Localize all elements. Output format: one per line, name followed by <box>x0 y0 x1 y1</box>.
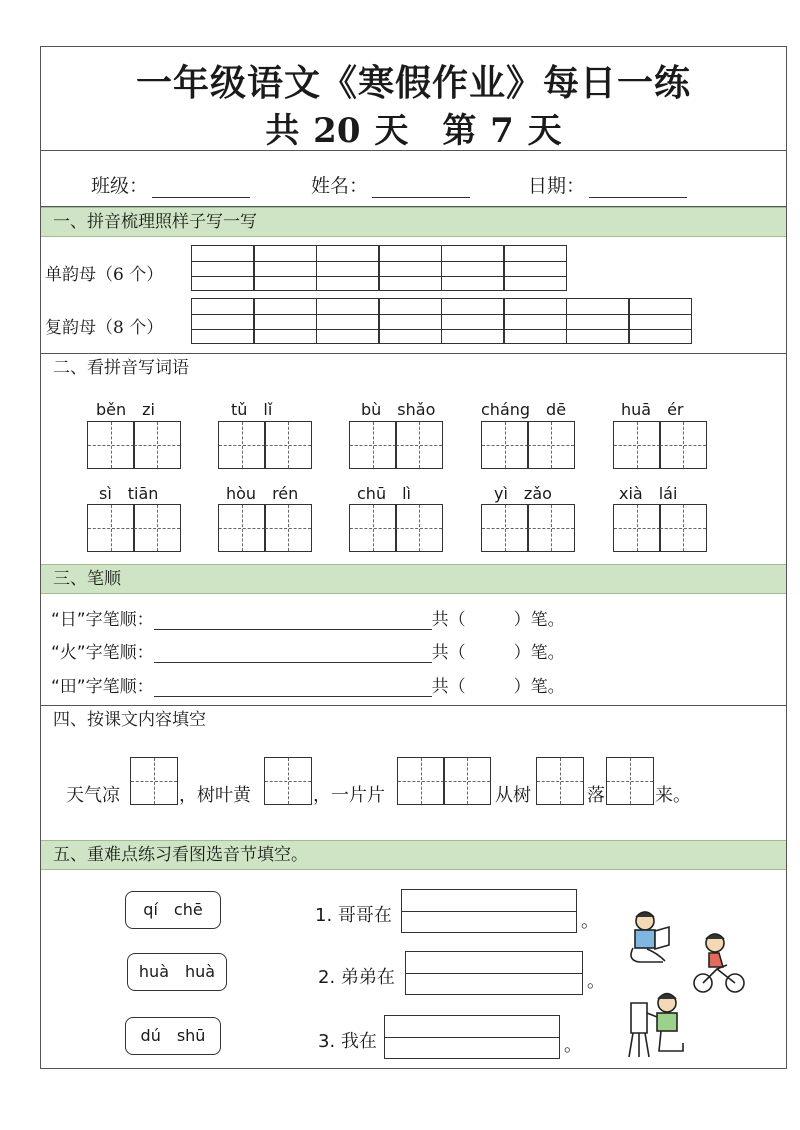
info-row <box>41 151 786 207</box>
fill-text: ，一片片 <box>313 785 385 806</box>
name-field[interactable] <box>311 171 470 198</box>
date-field[interactable] <box>528 171 687 198</box>
section4-heading: 四、按课文内容填空 <box>41 705 786 735</box>
stroke-char-label: “日”字笔顺： <box>51 610 154 630</box>
name-label: 姓名： <box>311 175 369 197</box>
stroke-char-label: “田”字笔顺： <box>51 677 154 697</box>
grid-cell[interactable] <box>253 245 317 291</box>
grid-cell[interactable] <box>316 298 380 344</box>
tianzige-cell[interactable] <box>133 504 181 552</box>
tianzige-cell[interactable] <box>130 757 178 805</box>
grid-cell[interactable] <box>503 245 567 291</box>
grid-cell[interactable] <box>503 298 567 344</box>
tianzige-cell[interactable] <box>606 757 654 805</box>
tianzige-cell[interactable] <box>349 504 397 552</box>
tianzige-cell[interactable] <box>659 504 707 552</box>
tianzige-pair[interactable] <box>350 421 443 469</box>
stroke-count-prefix: 共（ <box>431 677 466 697</box>
compound-vowel-label: 复韵母（8 个） <box>45 318 164 338</box>
class-label: 班级： <box>91 175 149 197</box>
pinyin-label: bù shǎo <box>361 400 436 419</box>
tianzige-cell[interactable] <box>87 504 135 552</box>
fill-text: 天气凉 <box>66 785 120 806</box>
tianzige-cell[interactable] <box>613 421 661 469</box>
class-field[interactable] <box>91 171 250 198</box>
stroke-blank[interactable] <box>154 612 432 630</box>
question-text: 1. 哥哥在 <box>315 905 392 926</box>
fill-text: ，树叶黄 <box>179 785 251 806</box>
tianzige-cell[interactable] <box>264 757 312 805</box>
title-block <box>41 47 786 151</box>
tianzige-pair[interactable] <box>614 421 707 469</box>
section1-heading: 一、拼音梳理照样子写一写 <box>41 207 786 237</box>
question-text: 2. 弟弟在 <box>318 967 395 988</box>
stroke-count-suffix: ）笔。 <box>513 677 565 697</box>
tianzige-pair[interactable] <box>88 504 181 552</box>
pinyin-option[interactable]: dú shū <box>125 1017 221 1055</box>
period: 。 <box>587 971 605 992</box>
stroke-row <box>51 638 565 663</box>
stroke-count-prefix: 共（ <box>431 643 466 663</box>
tianzige-pair[interactable] <box>614 504 707 552</box>
tianzige-cell[interactable] <box>659 421 707 469</box>
pinyin-option[interactable]: qí chē <box>125 891 221 929</box>
pinyin-label: hòu rén <box>226 484 299 503</box>
tianzige-cell[interactable] <box>264 504 312 552</box>
tianzige-blank[interactable] <box>398 757 491 805</box>
stroke-row <box>51 672 565 697</box>
grid-cell[interactable] <box>316 245 380 291</box>
section2-heading: 二、看拼音写词语 <box>41 353 786 383</box>
tianzige-cell[interactable] <box>133 421 181 469</box>
period: 。 <box>581 911 599 932</box>
tianzige-cell[interactable] <box>87 421 135 469</box>
grid-cell[interactable] <box>253 298 317 344</box>
worksheet <box>40 46 787 1069</box>
tianzige-cell[interactable] <box>218 504 266 552</box>
page-title: 一年级语文《寒假作业》每日一练 <box>135 62 691 104</box>
pinyin-label: sì tiān <box>99 484 159 503</box>
grid-cell[interactable] <box>628 298 692 344</box>
stroke-count-suffix: ）笔。 <box>513 610 565 630</box>
section3-heading: 三、笔顺 <box>41 564 786 594</box>
stroke-count-suffix: ）笔。 <box>513 643 565 663</box>
section5-heading: 五、重难点练习看图选音节填空。 <box>41 840 786 870</box>
answer-box[interactable] <box>405 951 583 995</box>
pinyin-label: xià lái <box>619 484 678 503</box>
pinyin-label: tǔ lǐ <box>231 400 273 419</box>
tianzige-cell[interactable] <box>527 504 575 552</box>
grid-cell[interactable] <box>378 245 442 291</box>
grid-cell[interactable] <box>191 245 255 291</box>
tianzige-pair[interactable] <box>482 504 575 552</box>
tianzige-cell[interactable] <box>397 757 445 805</box>
cycling-child-icon <box>694 934 744 992</box>
class-blank[interactable] <box>152 178 250 198</box>
tianzige-cell[interactable] <box>218 421 266 469</box>
tianzige-cell[interactable] <box>395 421 443 469</box>
stroke-blank[interactable] <box>154 679 432 697</box>
tianzige-cell[interactable] <box>264 421 312 469</box>
date-label: 日期： <box>528 175 586 197</box>
stroke-blank[interactable] <box>154 645 432 663</box>
drawing-child-icon <box>629 994 683 1058</box>
tianzige-pair[interactable] <box>219 504 312 552</box>
answer-box[interactable] <box>401 889 577 933</box>
tianzige-blank[interactable] <box>607 757 654 805</box>
pinyin-label: běn zi <box>96 400 155 419</box>
single-vowel-grid[interactable] <box>192 245 567 291</box>
pinyin-label: yì zǎo <box>494 484 552 503</box>
question-text: 3. 我在 <box>318 1031 377 1052</box>
tianzige-pair[interactable] <box>219 421 312 469</box>
single-vowel-label: 单韵母（6 个） <box>45 265 164 285</box>
stroke-count-prefix: 共（ <box>431 610 466 630</box>
children-illustration <box>625 903 775 1063</box>
grid-cell[interactable] <box>441 298 505 344</box>
tianzige-pair[interactable] <box>88 421 181 469</box>
tianzige-cell[interactable] <box>395 504 443 552</box>
tianzige-cell[interactable] <box>527 421 575 469</box>
tianzige-cell[interactable] <box>536 757 584 805</box>
grid-cell[interactable] <box>566 298 630 344</box>
tianzige-blank[interactable] <box>537 757 584 805</box>
grid-cell[interactable] <box>191 298 255 344</box>
compound-vowel-grid[interactable] <box>192 298 692 344</box>
stroke-char-label: “火”字笔顺： <box>51 643 154 663</box>
pinyin-label: cháng dē <box>481 400 567 419</box>
name-blank[interactable] <box>372 178 470 198</box>
tianzige-pair[interactable] <box>350 504 443 552</box>
tianzige-cell[interactable] <box>613 504 661 552</box>
grid-cell[interactable] <box>378 298 442 344</box>
tianzige-cell[interactable] <box>349 421 397 469</box>
pinyin-option[interactable]: huà huà <box>127 953 227 991</box>
tianzige-pair[interactable] <box>482 421 575 469</box>
grid-cell[interactable] <box>441 245 505 291</box>
fill-text: 落 <box>587 785 605 806</box>
tianzige-blank[interactable] <box>265 757 312 805</box>
date-blank[interactable] <box>589 178 687 198</box>
stroke-row <box>51 605 565 630</box>
tianzige-cell[interactable] <box>443 757 491 805</box>
tianzige-cell[interactable] <box>481 504 529 552</box>
fill-text: 来。 <box>655 785 691 806</box>
tianzige-cell[interactable] <box>481 421 529 469</box>
pinyin-label: chū lì <box>357 484 411 503</box>
pinyin-label: huā ér <box>621 400 684 419</box>
tianzige-blank[interactable] <box>131 757 178 805</box>
reading-child-icon <box>631 912 669 962</box>
period: 。 <box>564 1035 582 1056</box>
fill-text: 从树 <box>495 785 531 806</box>
answer-box[interactable] <box>384 1015 560 1059</box>
page-subtitle: 共 20 天 第 7 天 <box>265 111 562 151</box>
